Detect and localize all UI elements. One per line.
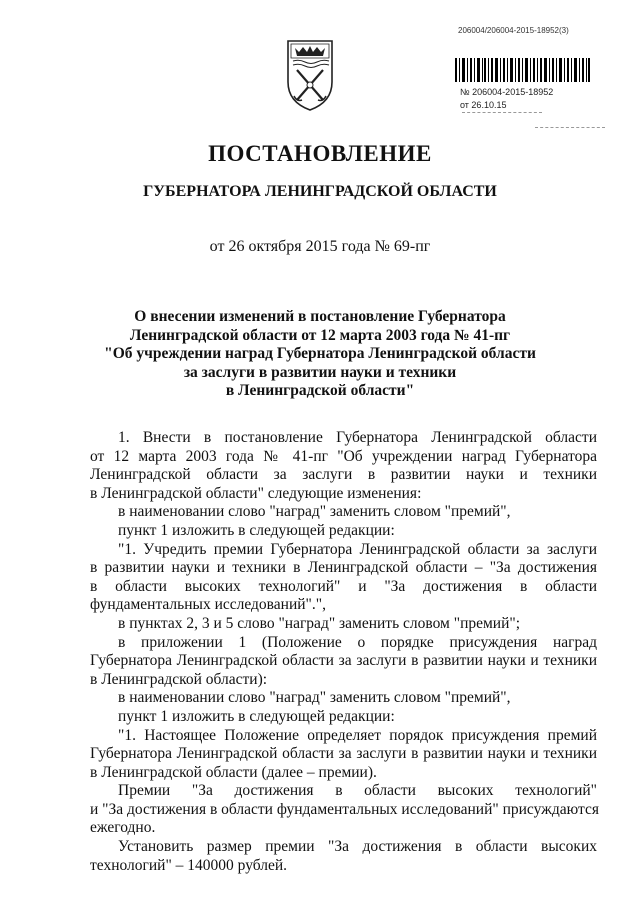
leningrad-oblast-coat-of-arms-icon bbox=[285, 38, 335, 112]
heading-line: "Об учреждении наград Губернатора Ленинградской области bbox=[104, 345, 536, 362]
barcode-icon bbox=[455, 58, 590, 82]
body-line: в Ленинградской области" следующие изменения: bbox=[90, 484, 422, 502]
body-line: в наименовании слово "наград" заменить словом "премий", bbox=[118, 503, 511, 521]
body-line: в Ленинградской области): bbox=[90, 670, 268, 688]
body-line: Установить размер премии "За достижения в области высоких bbox=[118, 838, 597, 856]
body-line: в развитии науки и техники в Ленинградской области – "За достижения bbox=[90, 559, 597, 577]
body-line: "1. Настоящее Положение определяет порядок присуждения премий bbox=[118, 726, 597, 744]
body-line: от 12 марта 2003 года № 41-пг "Об учреждении наград Губернатора bbox=[90, 447, 597, 465]
divider bbox=[462, 112, 542, 113]
body-line: пункт 1 изложить в следующей редакции: bbox=[118, 707, 395, 725]
body-line: и "За достижения в области фундаментальных исследований" присуждаются bbox=[90, 800, 599, 818]
body-line: Губернатора Ленинградской области за заслуги в развитии науки и техники bbox=[90, 652, 597, 670]
body-line: пункт 1 изложить в следующей редакции: bbox=[118, 521, 395, 539]
heading-line: О внесении изменений в постановление Губернатора bbox=[134, 308, 506, 325]
document-heading bbox=[90, 308, 550, 401]
body-line: в пунктах 2, 3 и 5 слово "наград" заменить словом "премий"; bbox=[118, 614, 521, 632]
registration-date: от 26.10.15 bbox=[460, 100, 507, 110]
body-line: фундаментальных исследований".", bbox=[90, 596, 326, 614]
body-line: в приложении 1 (Положение о порядке присуждения наград bbox=[118, 633, 597, 651]
body-line: технологий" – 140000 рублей. bbox=[90, 856, 288, 874]
body-line: ежегодно. bbox=[90, 819, 156, 837]
divider bbox=[535, 127, 605, 128]
document-date: от 26 октября 2015 года № 69-пг bbox=[209, 238, 431, 255]
document-subtitle: ГУБЕРНАТОРА ЛЕНИНГРАДСКОЙ ОБЛАСТИ bbox=[143, 183, 497, 200]
heading-line: Ленинградской области от 12 марта 2003 года № 41-пг bbox=[129, 326, 511, 344]
heading-line: за заслуги в развитии науки и техники bbox=[183, 363, 457, 381]
document-reference-number: 206004/206004-2015-18952(3) bbox=[458, 26, 569, 35]
body-line: в наименовании слово "наград" заменить словом "премий", bbox=[118, 689, 511, 707]
body-line: "1. Учредить премии Губернатора Ленинградской области за заслуги bbox=[118, 540, 597, 558]
document-body bbox=[90, 429, 597, 875]
document-title: ПОСТАНОВЛЕНИЕ bbox=[208, 141, 432, 166]
body-line: 1. Внести в постановление Губернатора Ленинградской области bbox=[118, 429, 597, 446]
heading-line: в Ленинградской области" bbox=[225, 382, 415, 399]
body-line: Ленинградской области за заслуги в развитии науки и техники bbox=[90, 466, 597, 484]
body-line: в области высоких технологий" и "За достижения в области bbox=[90, 577, 597, 595]
body-line: в Ленинградской области (далее – премии). bbox=[90, 763, 377, 781]
body-line: Губернатора Ленинградской области за заслуги в развитии науки и техники bbox=[90, 745, 597, 763]
registration-number: № 206004-2015-18952 bbox=[460, 87, 554, 97]
body-line: Премии "За достижения в области высоких технологий" bbox=[118, 782, 597, 800]
